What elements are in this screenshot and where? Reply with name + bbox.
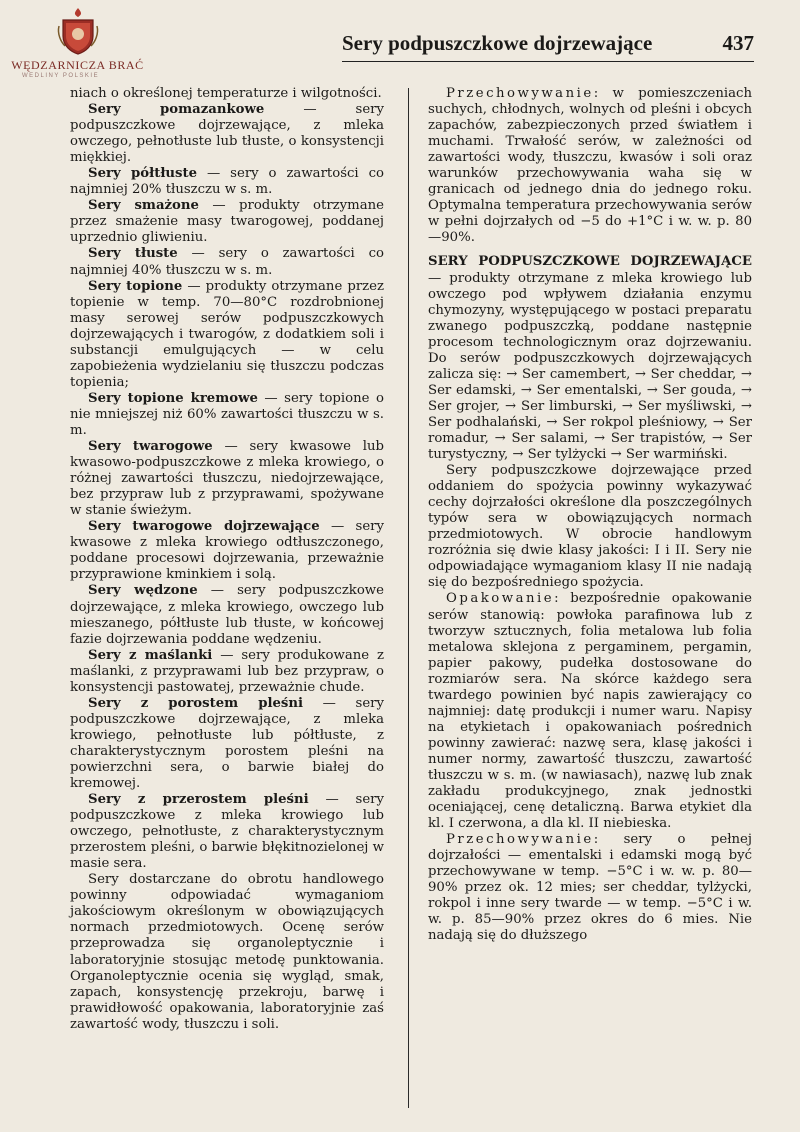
logo xyxy=(10,6,145,84)
entry-paragraph: Sery tłuste — sery o zawartości co najmniej 40% tłuszczu w s. m. xyxy=(70,246,384,278)
entry-paragraph: Sery półtłuste — sery o zawartości co najmniej 20% tłuszczu w s. m. xyxy=(70,166,384,198)
packaging-paragraph: Opakowanie: bezpośrednie opakowanie serów stanowią: powłoka parafinowa lub z tworzyw sztucznych, folia metalowa lub folia metalowa sklejona z pergaminem, pergamin, papier pakowy, pudełka dostosowane do rozmiarów sera. Na skórce każdego sera twardego powinien być napis zawierający co najmniej: datę produkcji i numer waru. Napisy na etykietach i opakowaniach pośrednich powinny zawierać: nazwę sera, klasę jakości i numer normy, zawartość tłuszczu, zawartość tłuszczu w s. m. (w nawiasach), nazwę lub znak zakładu produkcyjnego, znak jednostki oceniającej, cenę detaliczną. Barwa etykiet dla kl. I czerwona, a dla kl. II niebieska. xyxy=(428,591,752,832)
entry-paragraph: Sery z przerostem pleśni — sery podpuszczkowe z mleka krowiego lub owczego, pełnotłuste, z charakterystycznym przerostem pleśni, o barwie błękitnozielonej w masie sera. xyxy=(70,792,384,872)
storage-paragraph: Przechowywanie: w pomieszczeniach suchych, chłodnych, wolnych od pleśni i obcych zapachów, zabezpieczonych przed światłem i muchami. Trwałość serów, w zależności od zawartości wody, tłuszczu, kwasów i soli oraz warunków przechowywania waha się w granicach od jednego dnia do jednego roku. Optymalna temperatura przechowywania serów w pełni dojrzałych od −5 do +1°C i w. w. p. 80—90%. xyxy=(428,86,752,246)
entry-paragraph: Sery dostarczane do obrotu handlowego powinny odpowiadać wymaganiom jakościowym określonym w obowiązujących normach przedmiotowych. Ocenę serów przeprowadza się organoleptycznie i laboratoryjnie stosując metodę punktowania. Organoleptycznie ocenia się wygląd, smak, zapach, konsystencję przekroju, barwę i prawidłowość opakowania, laboratoryjnie zaś zawartość wody, tłuszczu i soli. xyxy=(70,872,384,1032)
entry-paragraph: Sery twarogowe — sery kwasowe lub kwasowo-podpuszczkowe z mleka krowiego, o różnej zawartości tłuszczu, niedojrzewające, bez przypraw lub z przyprawami, spożywane w stanie świeżym. xyxy=(70,439,384,519)
entry-paragraph: Sery z porostem pleśni — sery podpuszczkowe dojrzewające, z mleka krowiego, pełnotłuste lub półtłuste, z charakterystycznym porostem pleśni na powierzchni sera, o barwie białej do kremowej. xyxy=(70,695,384,792)
main-entry-paragraph: SERY PODPUSZCZKOWE DOJRZEWAJĄCE — produkty otrzymane z mleka krowiego lub owczego pod wpływem działania enzymu chymozyny, występującego w postaci preparatu zwanego podpuszczką, poddane następnie procesom technologicznym oraz dojrzewaniu. Do serów podpuszczkowych dojrzewających zalicza się: → Ser camembert, → Ser cheddar, → Ser edamski, → Ser ementalski, → Ser gouda, → Ser grojer, → Ser limburski, → Ser myśliwski, → Ser podhalański, → Ser rokpol pleśniowy, → Ser romadur, → Ser salami, → Ser trapistów, → Ser turystyczny, → Ser tylżycki → Ser warmiński. xyxy=(428,254,752,463)
entry-paragraph: Sery smażone — produkty otrzymane przez smażenie masy twarogowej, poddanej uprzednio gliwieniu. xyxy=(70,198,384,246)
crest-icon xyxy=(55,6,101,56)
main-entry-term: SERY PODPUSZCZKOWE DOJRZEWAJĄCE xyxy=(428,254,752,270)
entry-paragraph: niach o określonej temperaturze i wilgotności. xyxy=(70,86,382,101)
entry-paragraph: Sery topione — produkty otrzymane przez topienie w temp. 70—80°C rozdrobnionej masy serowej serów podpuszczkowych dojrzewających i twarogów, z dodatkiem soli i substancji emulgujących — w celu zapobieżenia wydzielaniu się tłuszczu podczas topienia; xyxy=(70,278,384,390)
header-title: Sery podpuszczkowe dojrzewające xyxy=(342,31,653,55)
right-column xyxy=(428,86,752,944)
entry-paragraph: Sery podpuszczkowe dojrzewające przed oddaniem do spożycia powinny wykazywać cechy dojrzałości określone dla poszczególnych typów sera w obowiązujących normach przedmiotowych. W obrocie handlowym rozróżnia się dwie klasy jakości: I i II. Sery nie odpowiadające wymaganiom klasy II nie nadają się do bezpośredniego spożycia. xyxy=(428,463,752,591)
entry-paragraph: Sery pomazankowe — sery podpuszczkowe dojrzewające, z mleka owczego, pełnotłuste lub tłuste, o konsystencji miękkiej. xyxy=(70,102,384,166)
entry-paragraph: Sery z maślanki — sery produkowane z maślanki, z przyprawami lub bez przypraw, o konsystencji pastowatej, przeważnie chude. xyxy=(70,647,385,695)
column-divider xyxy=(408,88,409,1108)
logo-name: WĘDZARNICZA BRAĆ xyxy=(11,58,144,72)
running-header xyxy=(342,33,754,62)
storage-paragraph: Przechowywanie: sery o pełnej dojrzałości — ementalski i edamski mogą być przechowywane w temp. −5°C i w. w. p. 80—90% przez ok. 12 mies; ser cheddar, tylżycki, rokpol i inne sery twarde — w temp. −5°C i w. w. p. 85—90% przez okres do 6 mies. Nie nadają się do dłuższego xyxy=(428,832,752,944)
left-column xyxy=(70,86,384,1033)
page-number: 437 xyxy=(722,31,754,55)
logo-subtitle: WEDLINY POLSKIE xyxy=(22,73,100,79)
entry-paragraph: Sery twarogowe dojrzewające — sery kwasowe z mleka krowiego odtłuszczonego, poddane procesowi dojrzewania, przeważnie przyprawione kminkiem i solą. xyxy=(70,519,384,583)
entry-paragraph: Sery wędzone — sery podpuszczkowe dojrzewające, z mleka krowiego, owczego lub mieszanego, półtłuste lub tłuste, w końcowej fazie dojrzewania poddane wędzeniu. xyxy=(70,583,384,647)
entry-paragraph: Sery topione kremowe — sery topione o nie mniejszej niż 60% zawartości tłuszczu w s. m. xyxy=(70,390,384,438)
